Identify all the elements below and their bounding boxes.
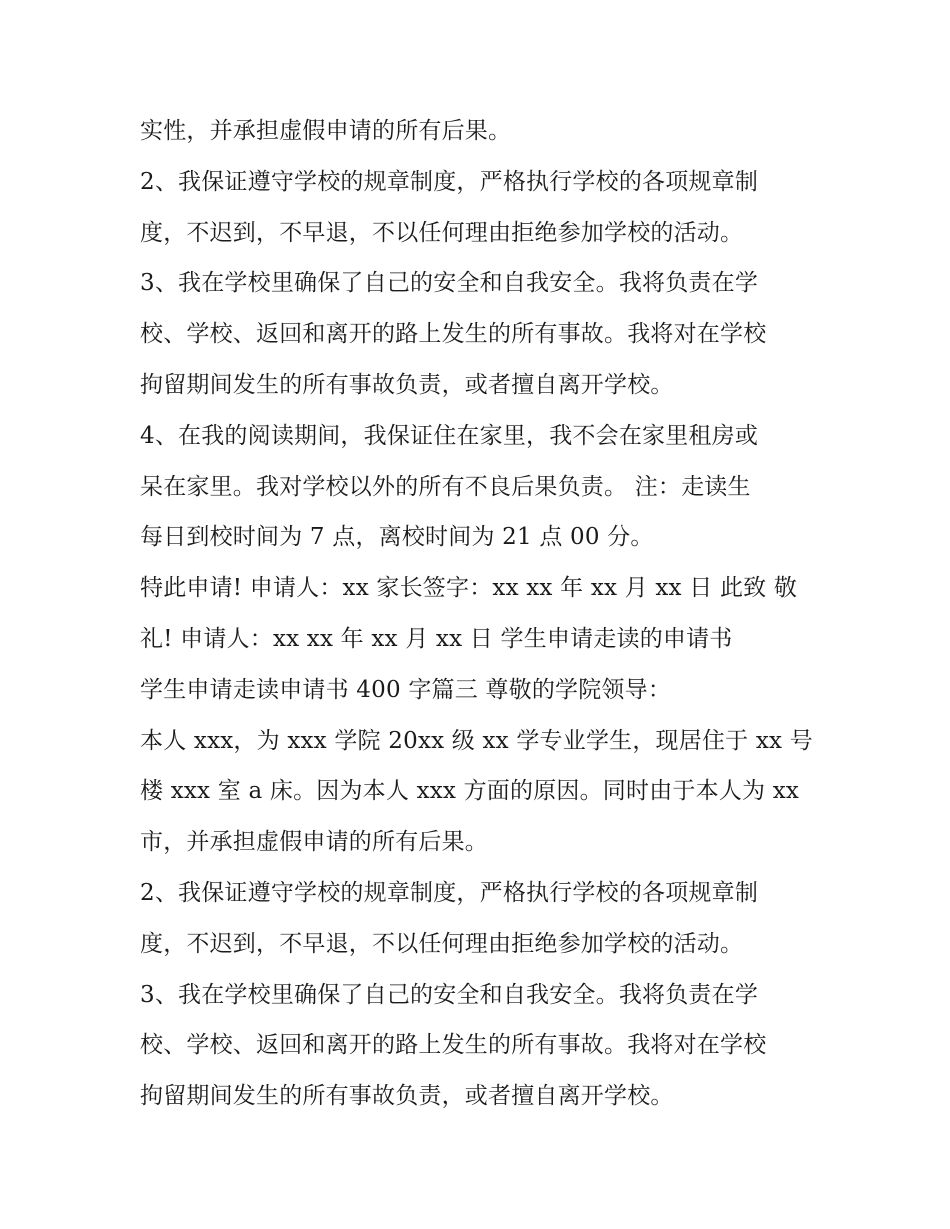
text-line: 本人 xxx，为 xxx 学院 20xx 级 xx 学专业学生，现居住于 xx 号 (140, 727, 813, 754)
text-line: 特此申请! 申请人：xx 家长签字：xx xx 年 xx 月 xx 日 此致 敬 (140, 575, 798, 602)
text-line: 度，不迟到，不早退，不以任何理由拒绝参加学校的活动。 (140, 930, 744, 957)
text-line: 2、我保证遵守学校的规章制度，严格执行学校的各项规章制 (140, 168, 759, 195)
text-line: 实性，并承担虚假申请的所有后果。 (140, 118, 512, 144)
text-line: 4、在我的阅读期间，我保证住在家里，我不会在家里租房或 (140, 422, 759, 449)
text-line: 3、我在学校里确保了自己的安全和自我安全。我将负责在学 (140, 981, 759, 1008)
text-line: 3、我在学校里确保了自己的安全和自我安全。我将负责在学 (140, 270, 759, 297)
text-line: 拘留期间发生的所有事故负责，或者擅自离开学校。 (140, 371, 674, 398)
text-line: 2、我保证遵守学校的规章制度，严格执行学校的各项规章制 (140, 879, 759, 906)
text-line: 楼 xxx 室 a 床。因为本人 xxx 方面的原因。同时由于本人为 xx (140, 778, 800, 805)
text-line: 市，并承担虚假申请的所有后果。 (140, 829, 488, 856)
text-line: 校、学校、返回和离开的路上发生的所有事故。我将对在学校 (140, 321, 767, 348)
text-line: 度，不迟到，不早退，不以任何理由拒绝参加学校的活动。 (140, 219, 744, 246)
text-line: 呆在家里。我对学校以外的所有不良后果负责。 注：走读生 (140, 473, 751, 500)
document-body (140, 106, 830, 1122)
text-line: 每日到校时间为 7 点，离校时间为 21 点 00 分。 (140, 524, 654, 551)
text-line: 礼! 申请人：xx xx 年 xx 月 xx 日 学生申请走读的申请书 (140, 625, 733, 652)
text-line: 拘留期间发生的所有事故负责，或者擅自离开学校。 (140, 1083, 674, 1110)
text-line: 学生申请走读申请书 400 字篇三 尊敬的学院领导： (140, 676, 672, 703)
text-line: 校、学校、返回和离开的路上发生的所有事故。我将对在学校 (140, 1032, 767, 1059)
